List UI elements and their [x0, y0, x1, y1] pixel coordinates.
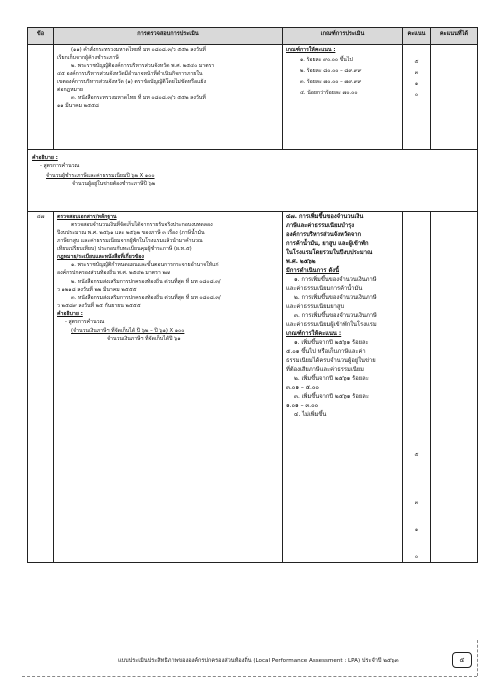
row1-criteria-cell [283, 45, 403, 150]
row2-law-line: ๑. พระราชบัญญัติกำหนดแผนและขั้นตอนการกระจายอำนาจให้แก่ [71, 262, 219, 269]
row2-score-item: ๑. เพิ่มขึ้นจากปี ๒๕๖๑ ร้อยละ [294, 339, 369, 346]
row2-process-line: ตรวจสอบจำนวนเงินที่จัดเก็บได้จากรายรับจริงประกอบงบทดลอง [71, 222, 213, 229]
formula-label: - สูตรการคำนวณ [40, 163, 80, 170]
row1-criteria-item: ๒. ร้อยละ ๘๐.๐๐ – ๘๙.๙๙ [300, 68, 362, 75]
row1-process-line: เขตองค์การบริหารส่วนจังหวัด (๑) ตราข้อบัญญัติโดยไม่ขัดหรือแย้ง [57, 79, 206, 86]
row1-process-line: (๑๑) คำสั่งกระทรวงมหาดไทยที่ มท ๐๘๐๘.๓/ว ๕๕๒ ลงวันที่ [71, 47, 206, 53]
row2-law-title: กฎหมาย/ระเบียบและหนังสือที่เกี่ยวข้อง [57, 254, 144, 261]
row2-method-line: และค่าธรรมเนียมการค้าน้ำมัน [286, 285, 363, 292]
header-score: คะแนน [403, 28, 431, 45]
header-got: คะแนนที่ได้ [431, 28, 478, 45]
row2-score-item: ที่ต้องเสียภาษีและค่าธรรมเนียม [286, 366, 364, 373]
row2-score-item: ๓. เพิ่มขึ้นจากปี ๒๕๖๑ ร้อยละ [294, 393, 369, 400]
page-footer-text: แบบประเมินประสิทธิภาพขององค์กรปกครองส่วนท้องถิ่น (Local Performance Assessment : LPA) ประจำปี ๒๕๖๓ [118, 658, 399, 664]
row2-score: ๐ [414, 554, 419, 561]
row1-score: ๕ [414, 59, 419, 65]
row2-criteria-heading: การค้าน้ำมัน, ยาสูบ และผู้เข้าพัก [286, 240, 369, 247]
row2-score-item: ๔. ไม่เพิ่มขึ้น [294, 411, 327, 418]
explain-cell [28, 150, 478, 212]
row1-got-cell [431, 45, 478, 150]
row2-heading: ตรวจสอบเอกสาร/หลักฐาน [57, 214, 117, 220]
formula-numerator: จำนวนผู้ชำระภาษีและค่าธรรมเนียมปี ๖๒ X ๑๐๐ [46, 173, 155, 180]
header-process: การตรวจสอบการประเมิน [54, 28, 283, 45]
row1-score-cell [403, 45, 431, 150]
explain-row [28, 150, 478, 212]
row1-score: ๐ [414, 92, 419, 99]
row2-process-line: ปีงบประมาณ พ.ศ. ๒๕๖๑ และ ๒๕๖๒ ของภาษี ๓ เรื่อง (ภาษีน้ำมัน [57, 230, 205, 237]
row2-method-line: ๑. การเพิ่มขึ้นของจำนวนเงินภาษี [294, 276, 377, 283]
footer-dashed-border [22, 676, 477, 677]
page-number-box [452, 652, 472, 668]
row2-process-cell [54, 212, 283, 563]
row2-method-title: มีการดำเนินการ ดังนี้ [286, 267, 340, 274]
row2-law-line: ๒. หนังสือกรมส่งเสริมการปกครองท้องถิ่น ด่วนที่สุด ที่ มท ๐๘๐๘.๓/ [71, 278, 221, 285]
row1-process-cell [54, 45, 283, 150]
row2-score-title: เกณฑ์การให้คะแนน : [286, 330, 342, 337]
row2-score-item: ๑.๐๑ – ๓.๐๐ [286, 402, 319, 409]
table-row [28, 212, 478, 563]
row1-process-line: เรียกเก็บจากผู้ค้างชำระภาษี [57, 55, 119, 62]
row2-score: ๕ [414, 452, 419, 458]
row2-explain-title: คำอธิบาย : [57, 310, 83, 317]
header-criteria: เกณฑ์การประเมิน [283, 28, 403, 45]
row1-score: ๓ [414, 70, 419, 77]
row2-score-item: ๓.๐๑ – ๕.๐๐ [286, 384, 319, 391]
row1-criteria-item: ๔. น้อยกว่าร้อยละ ๗๐.๐๐ [300, 90, 358, 97]
row1-criteria-item: ๓. ร้อยละ ๗๐.๐๐ – ๗๙.๙๙ [300, 79, 362, 86]
table-row [28, 45, 478, 150]
row1-criteria-item: ๑. ร้อยละ ๙๐.๐๐ ขึ้นไป [300, 57, 353, 64]
row1-criteria-title: เกณฑ์การให้คะแนน : [286, 47, 336, 53]
page-number: ๕ [459, 656, 465, 664]
row2-score-item: ๒. เพิ่มขึ้นจากปี ๒๕๖๑ ร้อยละ [294, 375, 369, 382]
row2-law-line: ว ๑๒๑๘ ลงวันที่ ๒๒ มีนาคม ๒๕๕๕ [57, 286, 137, 293]
row1-no-cell [28, 45, 54, 150]
row2-criteria-heading: ภาษีและค่าธรรมเนียมบำรุง [286, 222, 355, 229]
row2-criteria-heading: พ.ศ. ๒๕๖๒ [286, 258, 316, 265]
row2-formula-denominator: จำนวนเงินภาษีฯ ที่จัดเก็บได้ปี ๖๑ [107, 335, 181, 342]
formula-denominator: จำนวนผู้อยู่ในข่ายต้องชำระภาษีปี ๖๒ [72, 181, 156, 188]
row1-process-line: ๑๑ มีนาคม ๒๕๕๘ [57, 103, 99, 110]
row2-formula-numerator: (จำนวนเงินภาษีฯ ที่จัดเก็บได้ ปี ๖๒ – ปี ๖๑) X ๑๐๐ [71, 327, 185, 334]
header-no: ข้อ [28, 28, 54, 45]
row2-score: ๑ [414, 527, 419, 534]
row2-method-line: ๒. การเพิ่มขึ้นของจำนวนเงินภาษี [294, 294, 377, 301]
row2-process-line: เทียบเปรียบเทียบ) ประกอบกับทะเบียนคุมผู้ชำระภาษี (ผ.ท.๕) [57, 246, 192, 253]
row2-law-line: ๓. หนังสือกรมส่งเสริมการปกครองท้องถิ่น ด่วนที่สุด ที่ มท ๐๘๐๘.๓/ [71, 294, 221, 301]
row1-process-line: ๓. หนังสือกระทรวงมหาดไทย ที่ มท ๐๘๐๘.๓/ว ๕๕๒ ลงวันที่ [71, 95, 206, 102]
row2-law-line: องค์กรปกครองส่วนท้องถิ่น พ.ศ. ๒๕๔๒ มาตรา ๒๗ [57, 270, 170, 277]
row2-score-item: ธรรมเนียมได้ครบจำนวนผู้อยู่ในข่าย [286, 357, 376, 364]
row1-score: ๑ [414, 81, 419, 88]
row2-got-cell [431, 212, 478, 563]
row2-criteria-heading: ๔๗. การเพิ่มขึ้นของจำนวนเงิน [286, 214, 364, 220]
row2-score-cell [403, 212, 431, 563]
row2-process-line: ภาษียาสูบ และค่าธรรมเนียมจากผู้พักในโรงแรมแล้วนำมาคำนวณ [57, 238, 203, 245]
row1-process-line: ต่อกฎหมาย [57, 87, 83, 94]
footer-dashed-border-right [477, 640, 478, 676]
explain-title: คำอธิบาย : [32, 155, 58, 161]
row2-no-cell [28, 212, 54, 563]
row2-criteria-cell [283, 212, 403, 563]
row2-method-line: ๓. การเพิ่มขึ้นของจำนวนเงินภาษี [294, 312, 377, 319]
row2-criteria-heading: องค์การบริหารส่วนจังหวัดจาก [286, 231, 362, 238]
row2-number: ๔๗ [36, 214, 45, 220]
row2-score-item: ๕.๐๑ ขึ้นไป หรือเก็บภาษีและค่า [286, 348, 366, 355]
row2-law-line: ว ๒๕๘๙ ลงวันที่ ๒๕ กันยายน ๒๕๕๕ [57, 302, 141, 309]
row2-method-line: และค่าธรรมเนียมยาสูบ [286, 303, 345, 310]
row1-process-line: ๔๕ องค์การบริหารส่วนจังหวัดมีอำนาจหน้าที่ดำเนินกิจการภายใน [57, 71, 203, 78]
table-header-row [28, 28, 478, 45]
assessment-table [27, 27, 478, 563]
row2-criteria-heading: ในโรงแรมโดยรวมในปีงบประมาณ [286, 249, 373, 256]
row2-score: ๓ [414, 500, 419, 507]
row2-method-line: และค่าธรรมเนียมผู้เข้าพักในโรงแรม [286, 321, 377, 328]
row1-process-line: ๒. พระราชบัญญัติองค์การบริหารส่วนจังหวัด พ.ศ. ๒๕๔๐ มาตรา [71, 63, 215, 70]
row2-formula-label: - สูตรการคำนวณ [65, 318, 105, 325]
